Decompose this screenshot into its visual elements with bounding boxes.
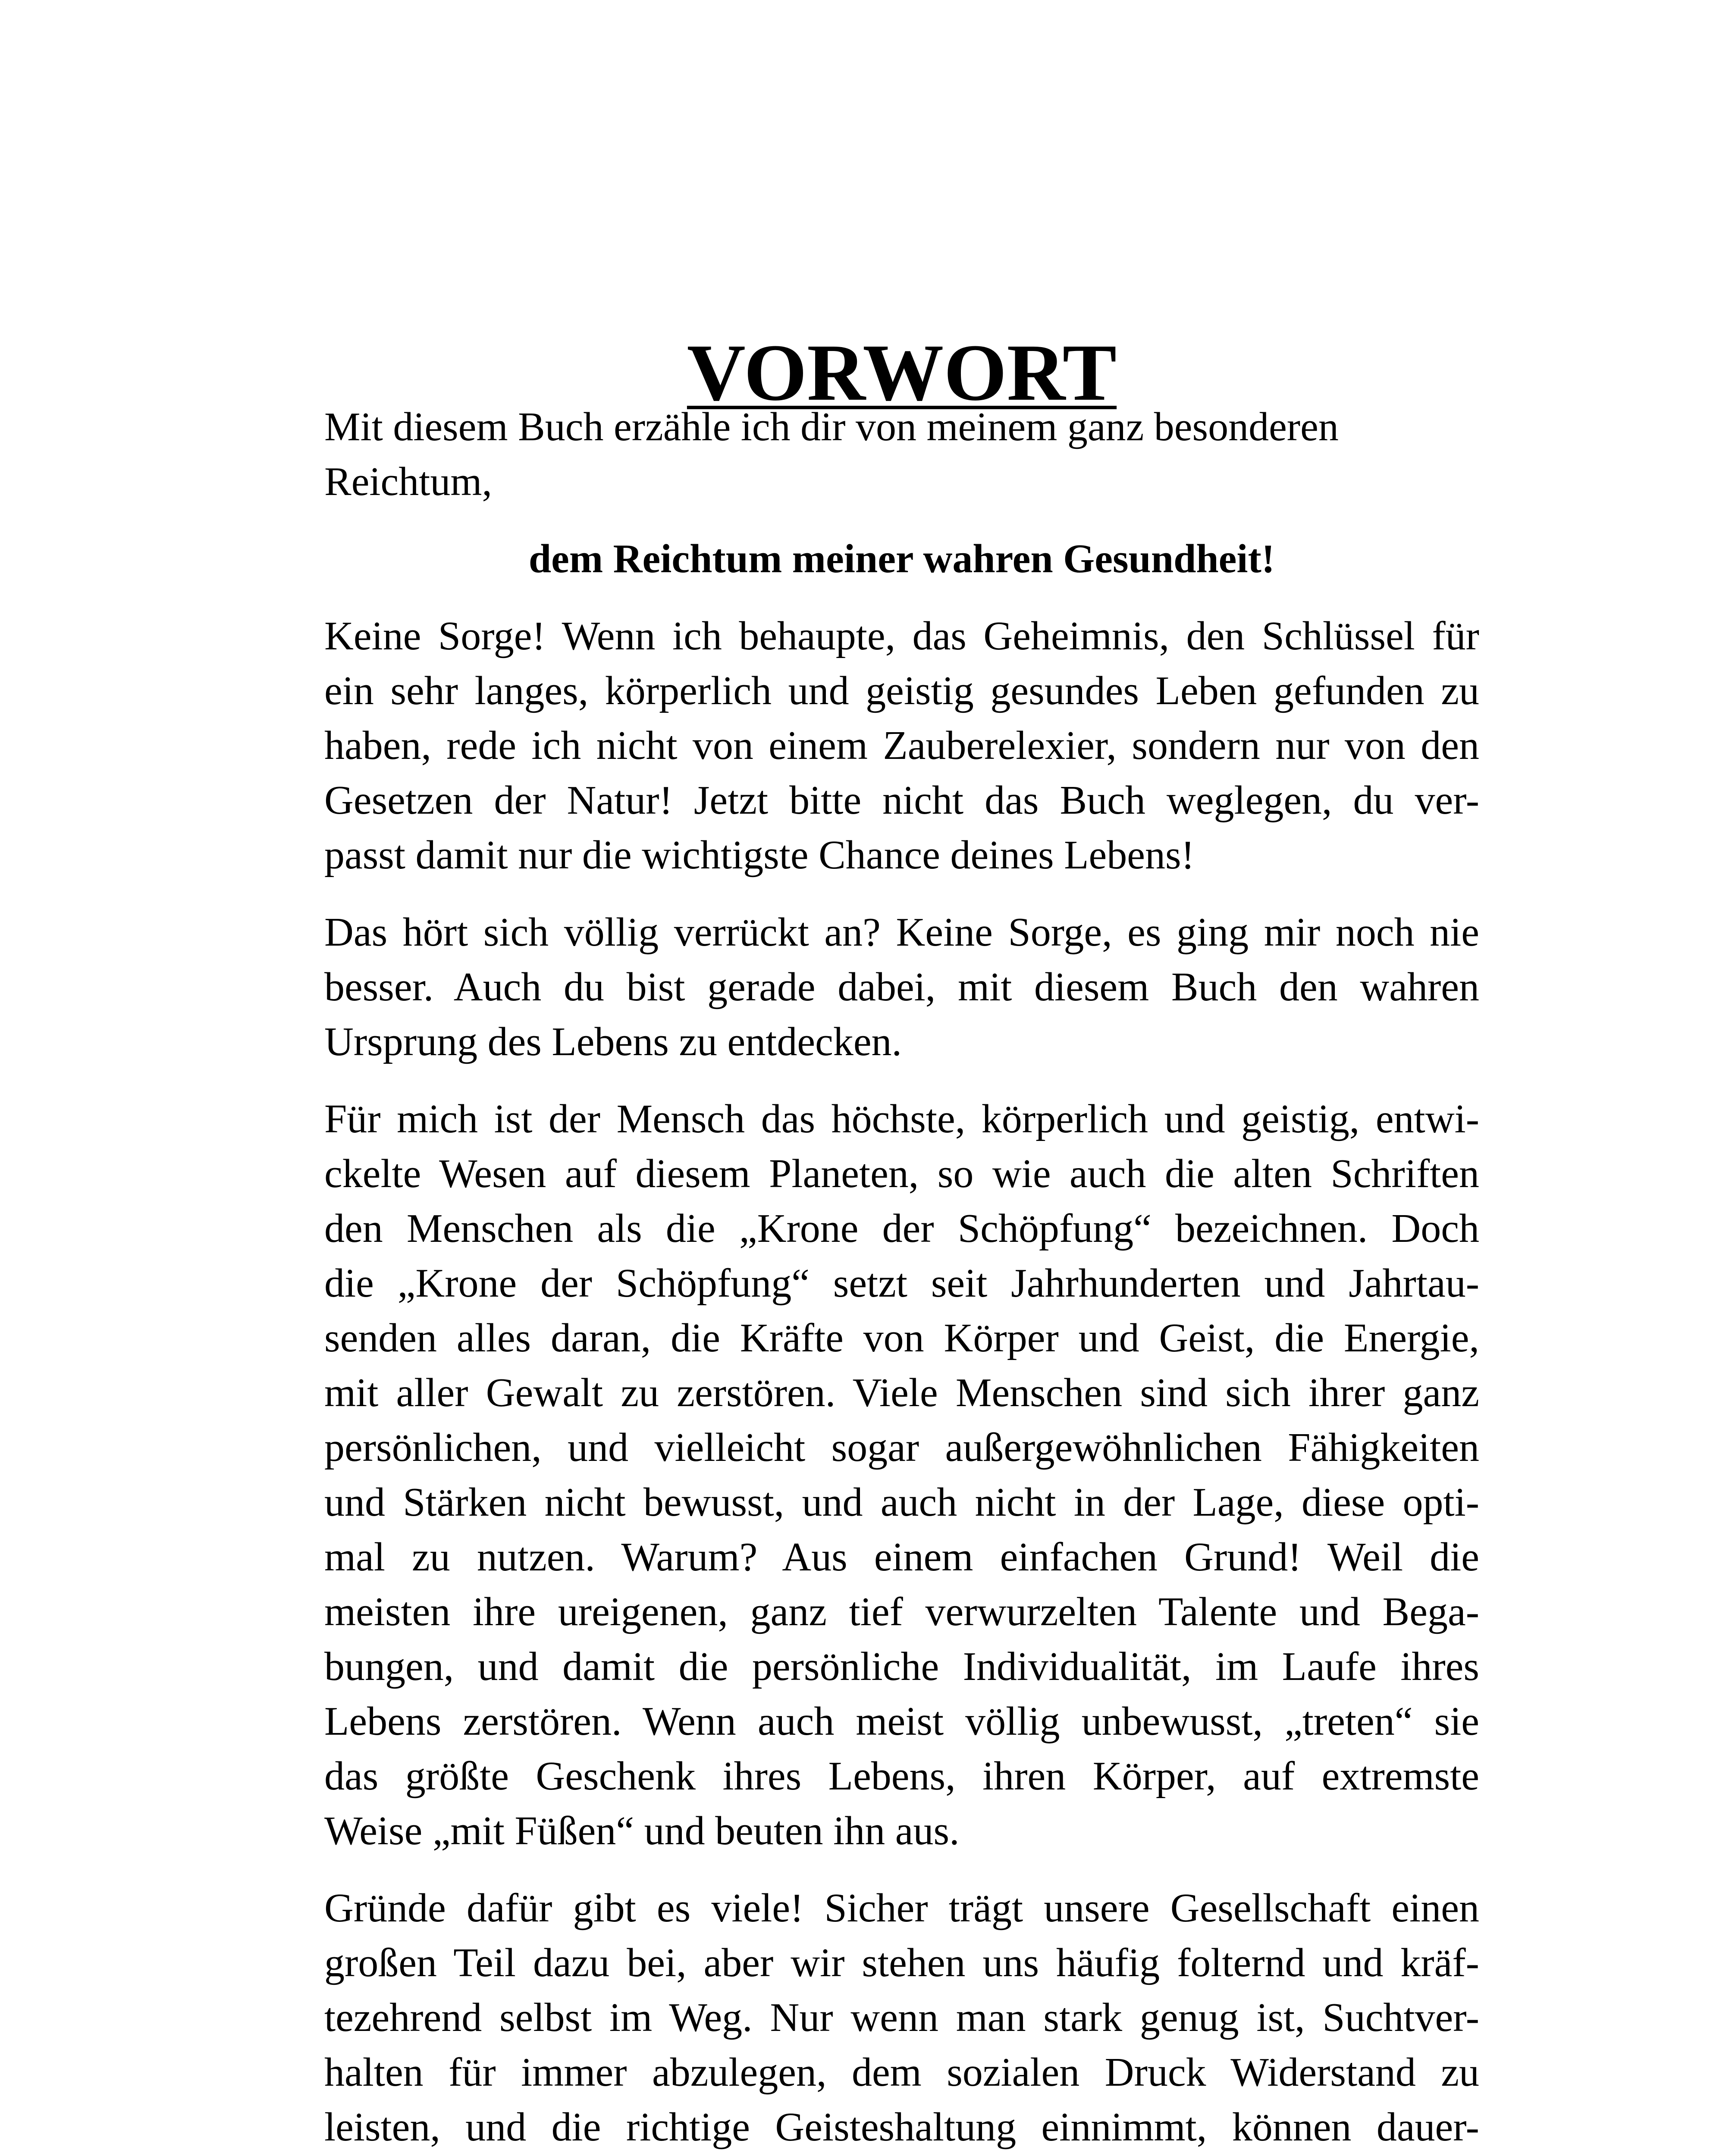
text-line: halten für immer abzulegen, dem sozialen Druck Widerstand zu — [324, 2050, 1479, 2095]
text-line: Keine Sorge! Wenn ich behaupte, das Geheimnis, den Schlüssel für — [324, 614, 1479, 658]
text-line: den Menschen als die „Krone der Schöpfung“ bezeichnen. Doch — [324, 1206, 1479, 1251]
text-line: tezehrend selbst im Weg. Nur wenn man stark genug ist, Suchtver- — [324, 1995, 1479, 2040]
intro-paragraph — [324, 400, 1479, 509]
text-line: mit aller Gewalt zu zerstören. Viele Menschen sind sich ihrer ganz — [324, 1370, 1479, 1415]
text-line: bungen, und damit die persönliche Individualität, im Laufe ihres — [324, 1644, 1479, 1689]
text-line: passt damit nur die wichtigste Chance deines Lebens! — [324, 833, 1195, 877]
text-line: meisten ihre ureigenen, ganz tief verwurzelten Talente und Bega- — [324, 1589, 1479, 1634]
text-line: senden alles daran, die Kräfte von Körper und Geist, die Energie, — [324, 1316, 1479, 1360]
text-line: ckelte Wesen auf diesem Planeten, so wie auch die alten Schriften — [324, 1151, 1479, 1196]
paragraphs-container — [324, 609, 1479, 2156]
page-body — [324, 327, 1479, 2156]
text-line: großen Teil dazu bei, aber wir stehen uns häufig folternd und kräf- — [324, 1940, 1479, 1985]
text-line: Weise „mit Füßen“ und beuten ihn aus. — [324, 1808, 960, 1853]
text-line: ein sehr langes, körperlich und geistig gesundes Leben gefunden zu — [324, 668, 1479, 713]
text-line: persönlichen, und vielleicht sogar außergewöhnlichen Fähigkeiten — [324, 1425, 1479, 1470]
emphasis-line: dem Reichtum meiner wahren Gesundheit! — [528, 536, 1275, 581]
text-line: das größte Geschenk ihres Lebens, ihren Körper, auf extremste — [324, 1754, 1479, 1799]
body-paragraph — [324, 1881, 1479, 2156]
text-line: mal zu nutzen. Warum? Aus einem einfachen Grund! Weil die — [324, 1535, 1479, 1579]
text-line: Reichtum, — [324, 459, 492, 504]
text-line: Für mich ist der Mensch das höchste, körperlich und geistig, entwi- — [324, 1097, 1479, 1141]
text-line: leisten, und die richtige Geisteshaltung einnimmt, können dauer- — [324, 2105, 1479, 2150]
body-paragraph — [324, 609, 1479, 883]
text-line: Gesetzen der Natur! Jetzt bitte nicht das Buch weglegen, du ver- — [324, 778, 1479, 823]
chapter-heading: VORWORT — [687, 327, 1117, 417]
text-line: haben, rede ich nicht von einem Zauberelexier, sondern nur von den — [324, 723, 1479, 768]
text-line: Das hört sich völlig verrückt an? Keine Sorge, es ging mir noch nie — [324, 910, 1479, 955]
text-line: Lebens zerstören. Wenn auch meist völlig unbewusst, „treten“ sie — [324, 1699, 1479, 1744]
body-paragraph — [324, 905, 1479, 1069]
text-line: Mit diesem Buch erzähle ich dir von meinem ganz besonderen — [324, 404, 1339, 449]
text-line: Gründe dafür gibt es viele! Sicher trägt unsere Gesellschaft einen — [324, 1886, 1479, 1930]
text-line: besser. Auch du bist gerade dabei, mit diesem Buch den wahren — [324, 965, 1479, 1009]
body-paragraph — [324, 1092, 1479, 1858]
text-line: und Stärken nicht bewusst, und auch nicht in der Lage, diese opti- — [324, 1480, 1479, 1525]
text-line: die „Krone der Schöpfung“ setzt seit Jahrhunderten und Jahrtau- — [324, 1261, 1479, 1306]
text-line: Ursprung des Lebens zu entdecken. — [324, 1019, 902, 1064]
